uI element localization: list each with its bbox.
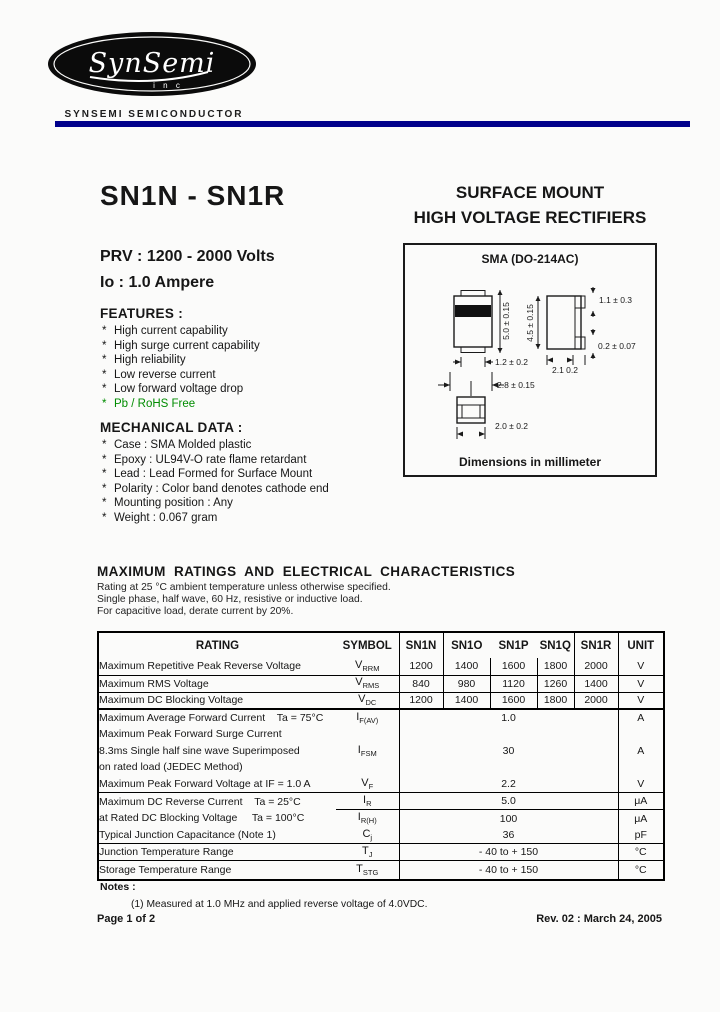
col-header-sn1n: SN1N <box>399 632 443 658</box>
list-item-text: Low reverse current <box>114 368 216 381</box>
list-item <box>100 382 400 397</box>
symbol-cell <box>336 861 399 880</box>
symbol-subscript: DC <box>365 698 377 708</box>
merged-value-cell: - 40 to + 150 <box>399 844 618 861</box>
list-item-text: High reliability <box>114 354 186 367</box>
unit-cell: A <box>618 709 664 726</box>
value-cell: 2000 <box>574 692 618 709</box>
logo-ellipse-graphic <box>44 30 260 102</box>
package-outline-box <box>403 243 657 477</box>
features-section <box>100 306 400 412</box>
list-item-text: Polarity : Color band denotes cathode end <box>114 482 329 495</box>
symbol-base: C <box>362 827 371 840</box>
prv-rating: PRV : 1200 - 2000 Volts <box>100 248 275 265</box>
document-title-line2: HIGH VOLTAGE RECTIFIERS <box>413 208 647 227</box>
value-cell: 1600 <box>490 692 537 709</box>
rating-cell: Maximum Peak Forward Voltage at IF = 1.0 A <box>98 776 336 793</box>
symbol-cell <box>336 793 399 810</box>
symbol-cell <box>336 726 399 776</box>
rating-cell: Maximum Repetitive Peak Reverse Voltage <box>98 658 336 675</box>
list-item <box>100 353 400 368</box>
symbol-subscript: STG <box>362 868 379 878</box>
logo-subtitle: SYNSEMI SEMICONDUCTOR <box>64 109 244 120</box>
value-cell: 1600 <box>490 658 537 675</box>
part-number-title: SN1N - SN1R <box>100 180 286 211</box>
header-divider <box>55 121 690 127</box>
package-drawing <box>405 269 659 451</box>
logo-inc-text: i n c <box>153 81 183 90</box>
symbol-cell <box>336 810 399 827</box>
list-item <box>100 339 400 354</box>
value-cell: 1800 <box>537 658 574 675</box>
dim-standoff: 0.2 ± 0.07 <box>598 341 636 351</box>
symbol-subscript: F(AV) <box>359 716 379 726</box>
value-cell: 980 <box>443 675 490 692</box>
symbol-subscript: R <box>366 799 372 809</box>
symbol-subscript: R(H) <box>360 816 377 826</box>
bullet-star: * <box>102 339 107 352</box>
mechanical-data-section <box>100 420 420 526</box>
bullet-star: * <box>102 325 107 337</box>
col-header-rating: RATING <box>195 639 240 652</box>
list-item-text: Case : SMA Molded plastic <box>114 439 252 451</box>
col-header-symbol: SYMBOL <box>342 639 392 652</box>
io-rating: Io : 1.0 Ampere <box>100 274 215 291</box>
bullet-star: * <box>102 354 107 367</box>
logo-text: SynSemi <box>88 48 216 79</box>
table-row <box>98 692 664 709</box>
bullet-star: * <box>102 397 107 410</box>
unit-cell: V <box>618 658 664 675</box>
table-header-row <box>98 632 664 658</box>
bullet-star: * <box>102 453 107 466</box>
dim-side-height: 4.5 ± 0.15 <box>525 304 535 342</box>
bullet-star: * <box>102 368 107 381</box>
features-title: FEATURES : <box>100 306 183 321</box>
list-item <box>100 511 420 526</box>
symbol-base: I <box>357 811 361 824</box>
merged-value-cell: 30 <box>399 726 618 776</box>
rating-cell: Junction Temperature Range <box>98 844 336 861</box>
rating-cell: at Rated DC Blocking Voltage Ta = 100°C <box>99 812 305 825</box>
list-item-text: High current capability <box>114 325 228 337</box>
bullet-star: * <box>102 482 107 495</box>
rating-cell: Maximum DC Reverse Current Ta = 25°C <box>99 795 301 808</box>
col-header-sn1p: SN1P <box>498 639 529 652</box>
list-item-text: High surge current capability <box>114 339 260 352</box>
rating-condition-2: Single phase, half wave, 60 Hz, resistive or inductive load. <box>97 594 363 605</box>
symbol-cell <box>336 692 399 709</box>
list-item <box>100 453 420 468</box>
symbol-subscript: F <box>368 782 374 792</box>
merged-value-cell: 2.2 <box>399 776 618 793</box>
value-cell: 1200 <box>399 658 443 675</box>
value-cell: 1200 <box>399 692 443 709</box>
unit-cell: pF <box>618 827 664 844</box>
unit-cell: °C <box>618 844 664 861</box>
symbol-cell <box>336 709 399 726</box>
unit-cell: μA <box>618 810 664 827</box>
symbol-base: V <box>361 776 369 789</box>
unit-cell: °C <box>618 861 664 880</box>
value-cell: 1800 <box>537 692 574 709</box>
package-name: SMA (DO-214AC) <box>481 252 579 266</box>
unit-cell: V <box>618 776 664 793</box>
rating-line: on rated load (JEDEC Method) <box>99 761 243 774</box>
unit-cell: V <box>618 692 664 709</box>
dim-body-height: 5.0 ± 0.15 <box>501 302 511 340</box>
mechanical-data-title: MECHANICAL DATA : <box>100 420 243 435</box>
value-cell: 1120 <box>490 675 537 692</box>
rating-line: 8.3ms Single half sine wave Superimposed <box>99 744 300 757</box>
page-number: Page 1 of 2 <box>97 913 156 925</box>
list-item <box>100 368 400 383</box>
list-item-text: Mounting position : Any <box>114 497 233 510</box>
list-item <box>100 496 420 511</box>
package-caption: Dimensions in millimeter <box>458 455 602 469</box>
col-header-sn1o: SN1O <box>443 632 490 658</box>
symbol-subscript: j <box>370 833 373 843</box>
list-item-text: Low forward voltage drop <box>114 383 244 396</box>
list-item-text: Lead : Lead Formed for Surface Mount <box>114 468 313 481</box>
document-title-line1: SURFACE MOUNT <box>455 183 605 202</box>
symbol-cell <box>336 827 399 844</box>
cathode-band <box>455 305 491 317</box>
symbol-subscript: RRM <box>362 664 380 674</box>
merged-value-cell: - 40 to + 150 <box>399 861 618 880</box>
merged-value-cell: 100 <box>399 810 618 827</box>
symbol-base: V <box>355 676 363 689</box>
table-row <box>98 709 664 726</box>
bottom-view-body <box>457 397 485 423</box>
symbol-subscript: J <box>368 850 373 860</box>
table-row <box>98 793 664 810</box>
notes-title: Notes : <box>100 881 136 893</box>
table-row <box>98 776 664 793</box>
symbol-cell <box>336 776 399 793</box>
dim-side-widths: 2.1 0.2 <box>552 365 578 375</box>
table-row <box>98 726 664 776</box>
rating-cell: Maximum DC Blocking Voltage <box>98 692 336 709</box>
symbol-base: I <box>357 743 361 756</box>
dim-lead-thickness: 1.1 ± 0.3 <box>599 295 633 305</box>
merged-value-cell: 36 <box>399 827 618 844</box>
value-cell: 1260 <box>537 675 574 692</box>
rating-cell: Maximum RMS Voltage <box>98 675 336 692</box>
symbol-base: T <box>362 845 369 858</box>
rating-cell <box>98 726 336 776</box>
rating-line: Maximum Peak Forward Surge Current <box>99 728 282 740</box>
merged-value-cell: 1.0 <box>399 709 618 726</box>
rating-condition-3: For capacitive load, derate current by 20%. <box>97 606 294 617</box>
symbol-base: T <box>356 862 363 875</box>
symbol-base: I <box>363 794 367 807</box>
symbol-cell <box>336 658 399 675</box>
table-row <box>98 827 664 844</box>
bullet-star: * <box>102 383 107 396</box>
ratings-table <box>97 631 665 881</box>
table-row <box>98 810 664 827</box>
symbol-base: V <box>358 693 366 706</box>
symbol-base: V <box>355 659 363 672</box>
merged-value-cell: 5.0 <box>399 793 618 810</box>
company-logo <box>44 30 264 120</box>
value-cell: 1400 <box>443 658 490 675</box>
table-row <box>98 861 664 880</box>
list-item-text: Weight : 0.067 gram <box>114 511 218 524</box>
list-item <box>100 482 420 497</box>
symbol-cell <box>336 844 399 861</box>
bullet-star: * <box>102 511 107 524</box>
list-item <box>100 438 420 453</box>
rating-cell: Maximum Average Forward Current Ta = 75°C <box>99 712 324 724</box>
list-item-text: Epoxy : UL94V-O rate flame retardant <box>114 453 307 466</box>
rating-cell: Storage Temperature Range <box>99 864 232 877</box>
symbol-subscript: FSM <box>360 748 377 758</box>
list-item <box>100 324 400 339</box>
dim-bottom-width: 2.0 ± 0.2 <box>495 421 529 431</box>
value-cell: 1400 <box>443 692 490 709</box>
rating-cell: Typical Junction Capacitance (Note 1) <box>98 827 336 844</box>
features-list <box>100 324 400 412</box>
table-row <box>98 658 664 675</box>
revision-date: Rev. 02 : March 24, 2005 <box>536 913 662 925</box>
mechanical-data-list <box>100 438 420 526</box>
ratings-heading: MAXIMUM RATINGS AND ELECTRICAL CHARACTERISTICS <box>97 564 516 579</box>
note-1: (1) Measured at 1.0 MHz and applied reverse voltage of 4.0VDC. <box>131 899 428 910</box>
table-row <box>98 844 664 861</box>
symbol-cell <box>336 675 399 692</box>
bullet-star: * <box>102 497 107 510</box>
col-header-sn1q: SN1Q <box>539 639 571 652</box>
dim-lead-width: 1.2 ± 0.2 <box>495 357 529 367</box>
dim-body-width: 2.8 ± 0.15 <box>497 380 535 390</box>
symbol-base: I <box>356 710 360 723</box>
table-row <box>98 675 664 692</box>
col-header-sn1r: SN1R <box>574 632 618 658</box>
bullet-star: * <box>102 468 107 481</box>
front-view-body <box>454 296 492 347</box>
side-view-body <box>547 296 581 349</box>
value-cell: 840 <box>399 675 443 692</box>
unit-cell: A <box>618 726 664 776</box>
value-cell: 2000 <box>574 658 618 675</box>
col-header-unit: UNIT <box>618 632 664 658</box>
list-item <box>100 397 400 412</box>
unit-cell: μA <box>618 793 664 810</box>
document-title <box>385 183 675 228</box>
list-item <box>100 467 420 482</box>
rating-condition-1: Rating at 25 °C ambient temperature unless otherwise specified. <box>97 582 391 593</box>
unit-cell: V <box>618 675 664 692</box>
bullet-star: * <box>102 439 107 451</box>
list-item-text: Pb / RoHS Free <box>114 397 196 410</box>
value-cell: 1400 <box>574 675 618 692</box>
symbol-subscript: RMS <box>362 681 380 691</box>
